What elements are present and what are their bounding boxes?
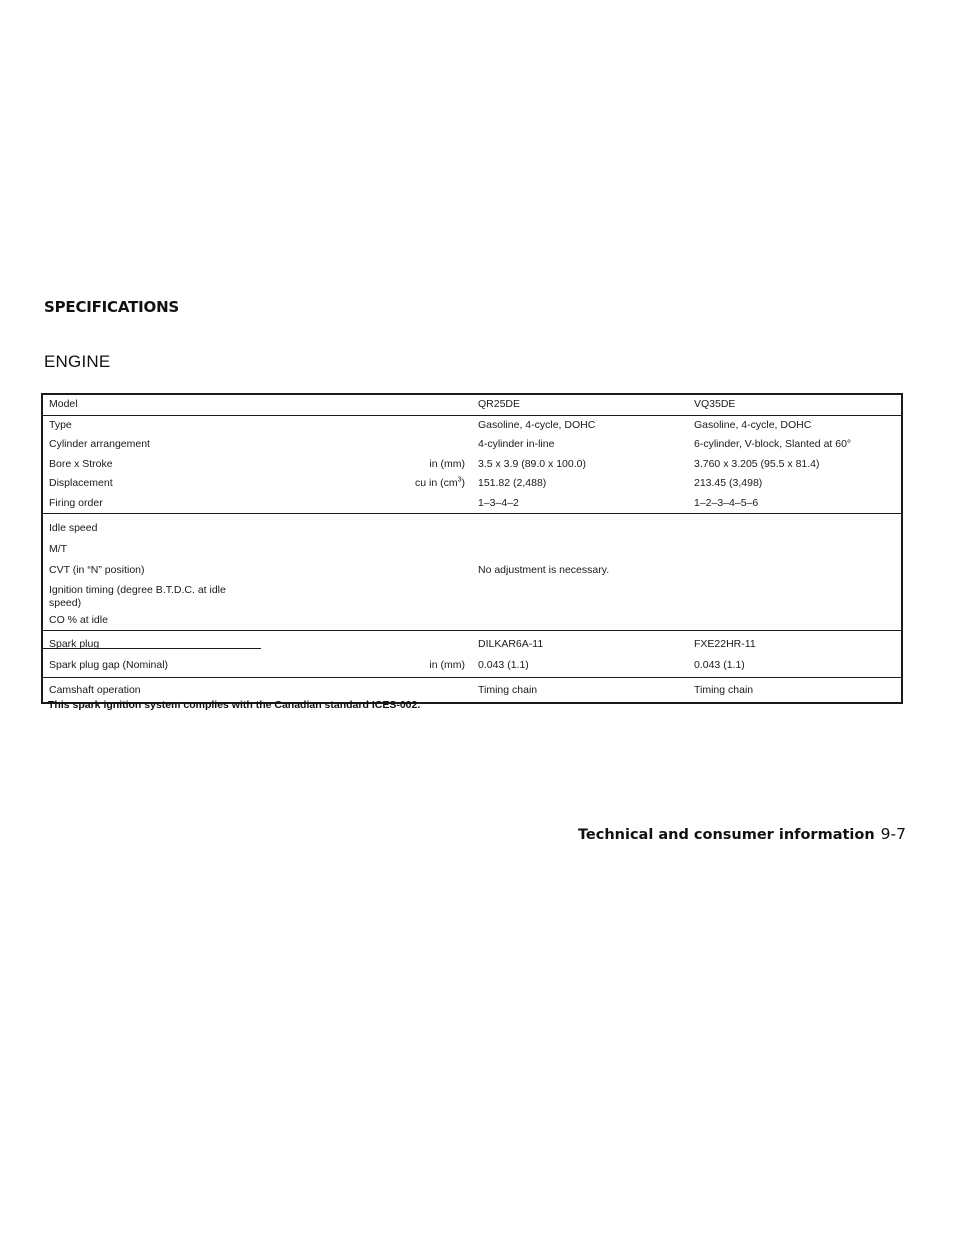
row-value-b: 6-cylinder, V-block, Slanted at 60°	[694, 438, 852, 450]
table-row	[43, 435, 901, 455]
compliance-note: This spark ignition system complies with the Canadian standard ICES-002.	[48, 699, 421, 711]
row-value-a: 151.82 (2,488)	[478, 477, 547, 489]
row-value-a: 4-cylinder in-line	[478, 438, 555, 450]
table-row	[43, 653, 901, 677]
row-label: Spark plug gap (Nominal)	[49, 659, 169, 671]
table-row	[43, 474, 901, 494]
co-label: CO % at idle	[49, 614, 108, 626]
row-label: Bore x Stroke	[49, 457, 113, 470]
row-value-b: Gasoline, 4-cycle, DOHC	[694, 418, 812, 431]
header-label: Model	[49, 398, 78, 410]
table-row	[43, 494, 901, 514]
row-value-a: 3.5 x 3.9 (89.0 x 100.0)	[478, 457, 586, 470]
table-block-general	[43, 415, 901, 514]
spark-plug-underline	[43, 648, 261, 649]
footer-section-title: Technical and consumer information	[577, 827, 875, 843]
row-value-b: 1–2–3–4–5–6	[694, 496, 759, 509]
table-block-idle	[43, 513, 901, 630]
row-unit: in (mm)	[429, 457, 465, 470]
idle-group-value: No adjustment is necessary.	[478, 564, 610, 576]
idle-speed-label: Idle speed	[49, 522, 98, 534]
table-block-spark	[43, 630, 901, 677]
row-value-b: Timing chain	[694, 684, 754, 696]
row-value-b: FXE22HR-11	[694, 638, 756, 650]
row-label: Type	[49, 418, 72, 431]
cvt-label: CVT (in “N” position)	[49, 564, 145, 576]
row-label: Displacement	[49, 477, 113, 489]
row-value-a: Timing chain	[478, 684, 538, 696]
table-row	[43, 631, 901, 653]
row-label: Cylinder arrangement	[49, 438, 150, 450]
header-model-a: QR25DE	[478, 398, 521, 410]
row-unit-displacement: cu in $(cm^3)$	[415, 476, 465, 489]
table-header-row	[43, 395, 901, 415]
row-value-b: 0.043 (1.1)	[694, 659, 745, 671]
engine-subtitle: ENGINE	[44, 352, 111, 371]
engine-spec-table	[41, 393, 903, 704]
page-footer	[578, 825, 906, 843]
row-value-a: 1–3–4–2	[478, 496, 519, 509]
header-model-b: VQ35DE	[694, 398, 736, 410]
table-row	[43, 416, 901, 436]
row-value-a: 0.043 (1.1)	[478, 659, 529, 671]
row-label: Camshaft operation	[49, 684, 141, 696]
table-row	[43, 455, 901, 475]
page-number: 9-7	[880, 825, 906, 843]
row-value-b: 213.45 (3,498)	[694, 477, 763, 489]
row-value-a: DILKAR6A-11	[478, 638, 544, 650]
row-value-a: Gasoline, 4-cycle, DOHC	[478, 418, 596, 431]
ignition-timing-label: Ignition timing (degree B.T.D.C. at idle speed)	[49, 584, 226, 609]
row-unit: in (mm)	[429, 659, 465, 671]
row-value-b: 3.760 x 3.205 (95.5 x 81.4)	[694, 457, 820, 470]
row-label: Spark plug	[49, 638, 100, 650]
row-label: Firing order	[49, 496, 103, 509]
mt-label: M/T	[49, 543, 68, 555]
section-title: SPECIFICATIONS	[44, 298, 180, 316]
